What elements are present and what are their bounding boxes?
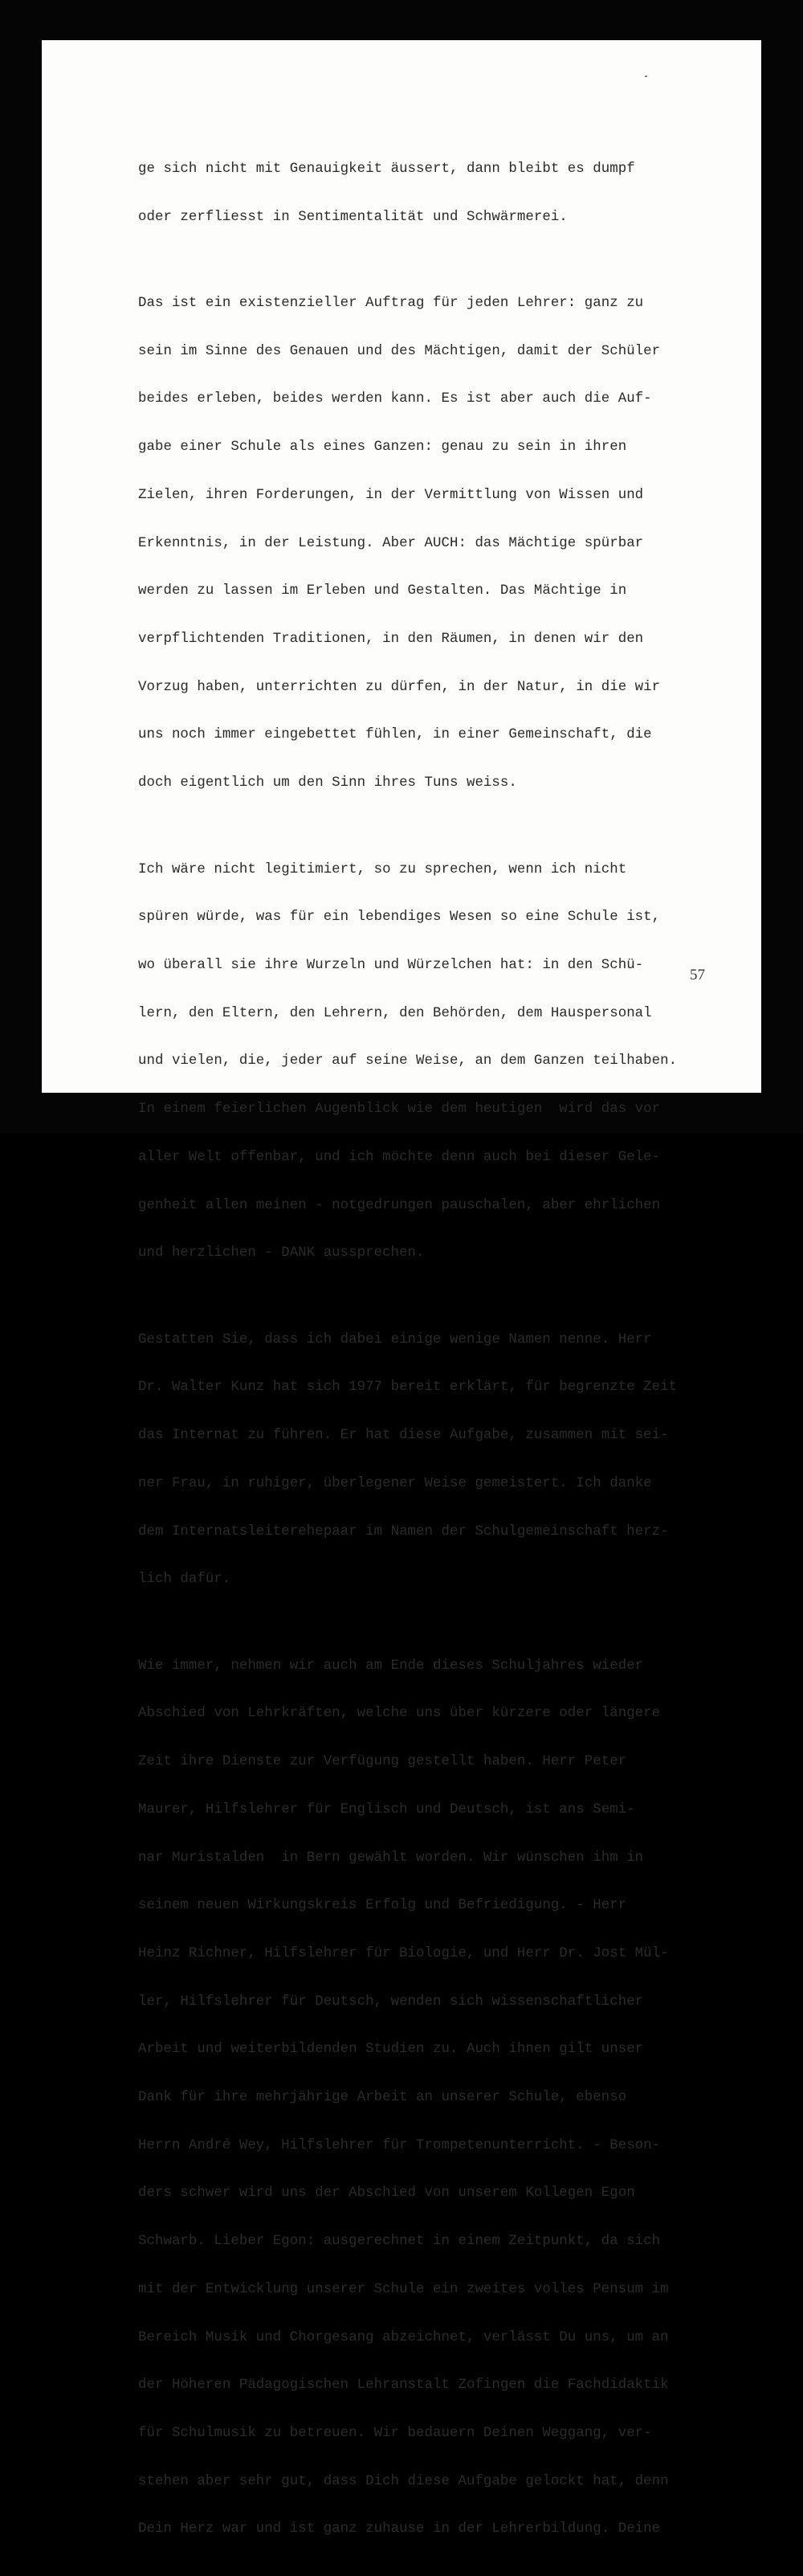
text-line: Zeit ihre Dienste zur Verfügung gestellt haben. Herr Peter: [138, 1754, 627, 1770]
text-line: werden zu lassen im Erleben und Gestalten. Das Mächtige in: [138, 583, 627, 599]
text-line: genheit allen meinen - notgedrungen pauschalen, aber ehrlichen: [138, 1197, 661, 1213]
paper-speck: [645, 76, 647, 77]
text-line: Maurer, Hilfslehrer für Englisch und Deutsch, ist ans Semi-: [138, 1801, 635, 1818]
text-line: sein im Sinne des Genauen und des Mächtigen, damit der Schüler: [138, 343, 661, 359]
text-line: lich dafür.: [138, 1572, 231, 1588]
text-line: doch eigentlich um den Sinn ihres Tuns weiss.: [138, 775, 517, 791]
paragraph-2: [138, 264, 732, 824]
paragraph-4: [138, 1300, 732, 1620]
text-line: Vorzug haben, unterrichten zu dürfen, in der Natur, in die wir: [138, 679, 661, 695]
text-line: Arbeit und weiterbildenden Studien zu. Auch ihnen gilt unser: [138, 2042, 644, 2058]
text-line: spüren würde, was für ein lebendiges Wesen so eine Schule ist,: [138, 910, 661, 926]
text-line: nar Muristalden in Bern gewählt worden. Wir wünschen ihm in: [138, 1850, 644, 1866]
text-line: Dank für ihre mehrjährige Arbeit an unserer Schule, ebenso: [138, 2090, 627, 2106]
text-line: Ich wäre nicht legitimiert, so zu sprechen, wenn ich nicht: [138, 861, 627, 877]
text-line: der Höheren Pädagogischen Lehranstalt Zofingen die Fachdidaktik: [138, 2378, 669, 2394]
text-line: Das ist ein existenzieller Auftrag für jeden Lehrer: ganz zu: [138, 296, 644, 312]
text-line: ge sich nicht mit Genauigkeit äussert, dann bleibt es dumpf: [138, 161, 635, 177]
body-text: [138, 129, 732, 2576]
text-line: In einem feierlichen Augenblick wie dem heutigen wird das vor: [138, 1102, 661, 1118]
paragraph-1: [138, 129, 732, 257]
text-line: Bereich Musik und Chorgesang abzeichnet, verlässt Du uns, um an: [138, 2329, 669, 2345]
text-line: Herrn André Wey, Hilfslehrer für Trompetenunterricht. - Beson-: [138, 2137, 661, 2153]
text-line: Erkenntnis, in der Leistung. Aber AUCH: das Mächtige spürbar: [138, 535, 644, 551]
text-line: uns noch immer eingebettet fühlen, in einer Gemeinschaft, die: [138, 727, 652, 743]
text-line: Dein Herz war und ist ganz zuhause in der Lehrerbildung. Deine: [138, 2521, 661, 2537]
text-line: Dr. Walter Kunz hat sich 1977 bereit erklärt, für begrenzte Zeit: [138, 1380, 678, 1396]
text-line: ler, Hilfslehrer für Deutsch, wenden sich wissenschaftlicher: [138, 1993, 644, 2010]
text-line: und vielen, die, jeder auf seine Weise, an dem Ganzen teilhaben.: [138, 1053, 678, 1069]
text-line: beides erleben, beides werden kann. Es ist aber auch die Auf-: [138, 391, 652, 407]
text-line: das Internat zu führen. Er hat diese Aufgabe, zusammen mit sei-: [138, 1428, 669, 1444]
text-line: für Schulmusik zu betreuen. Wir bedauern Deinen Weggang, ver-: [138, 2426, 652, 2441]
text-line: Abschied von Lehrkräften, welche uns über kürzere oder längere: [138, 1706, 661, 1722]
paragraph-5: [138, 1626, 732, 2570]
document-page: [42, 40, 761, 2537]
text-line: stehen aber sehr gut, dass Dich diese Aufgabe gelockt hat, denn: [138, 2473, 669, 2489]
text-line: verpflichtenden Traditionen, in den Räumen, in denen wir den: [138, 631, 644, 647]
text-line: ner Frau, in ruhiger, überlegener Weise gemeistert. Ich danke: [138, 1475, 652, 1491]
text-line: wo überall sie ihre Wurzeln und Würzelchen hat: in den Schü-: [138, 957, 644, 973]
text-line: ders schwer wird uns der Abschied von unserem Kollegen Egon: [138, 2186, 635, 2202]
text-line: mit der Entwicklung unserer Schule ein zweites volles Pensum im: [138, 2281, 669, 2297]
page-number: 57: [690, 967, 705, 983]
text-line: gabe einer Schule als eines Ganzen: genau zu sein in ihren: [138, 440, 627, 456]
text-line: oder zerfliesst in Sentimentalität und Schwärmerei.: [138, 209, 568, 225]
text-line: dem Internatsleiterehepaar im Namen der Schulgemeinschaft herz-: [138, 1523, 669, 1539]
paragraph-3: [138, 830, 732, 1294]
text-line: seinem neuen Wirkungskreis Erfolg und Befriedigung. - Herr: [138, 1898, 627, 1914]
text-line: Schwarb. Lieber Egon: ausgerechnet in einem Zeitpunkt, da sich: [138, 2234, 661, 2250]
text-line: lern, den Eltern, den Lehrern, den Behörden, dem Hauspersonal: [138, 1005, 652, 1021]
text-line: Heinz Richner, Hilfslehrer für Biologie, und Herr Dr. Jost Mül-: [138, 1945, 669, 1961]
text-line: und herzlichen - DANK aussprechen.: [138, 1245, 425, 1261]
text-line: Wie immer, nehmen wir auch am Ende dieses Schuljahres wieder: [138, 1658, 644, 1674]
text-line: aller Welt offenbar, und ich möchte denn auch bei dieser Gele-: [138, 1149, 661, 1165]
text-line: Gestatten Sie, dass ich dabei einige wenige Namen nenne. Herr: [138, 1331, 652, 1347]
text-line: Zielen, ihren Forderungen, in der Vermittlung von Wissen und: [138, 487, 644, 503]
